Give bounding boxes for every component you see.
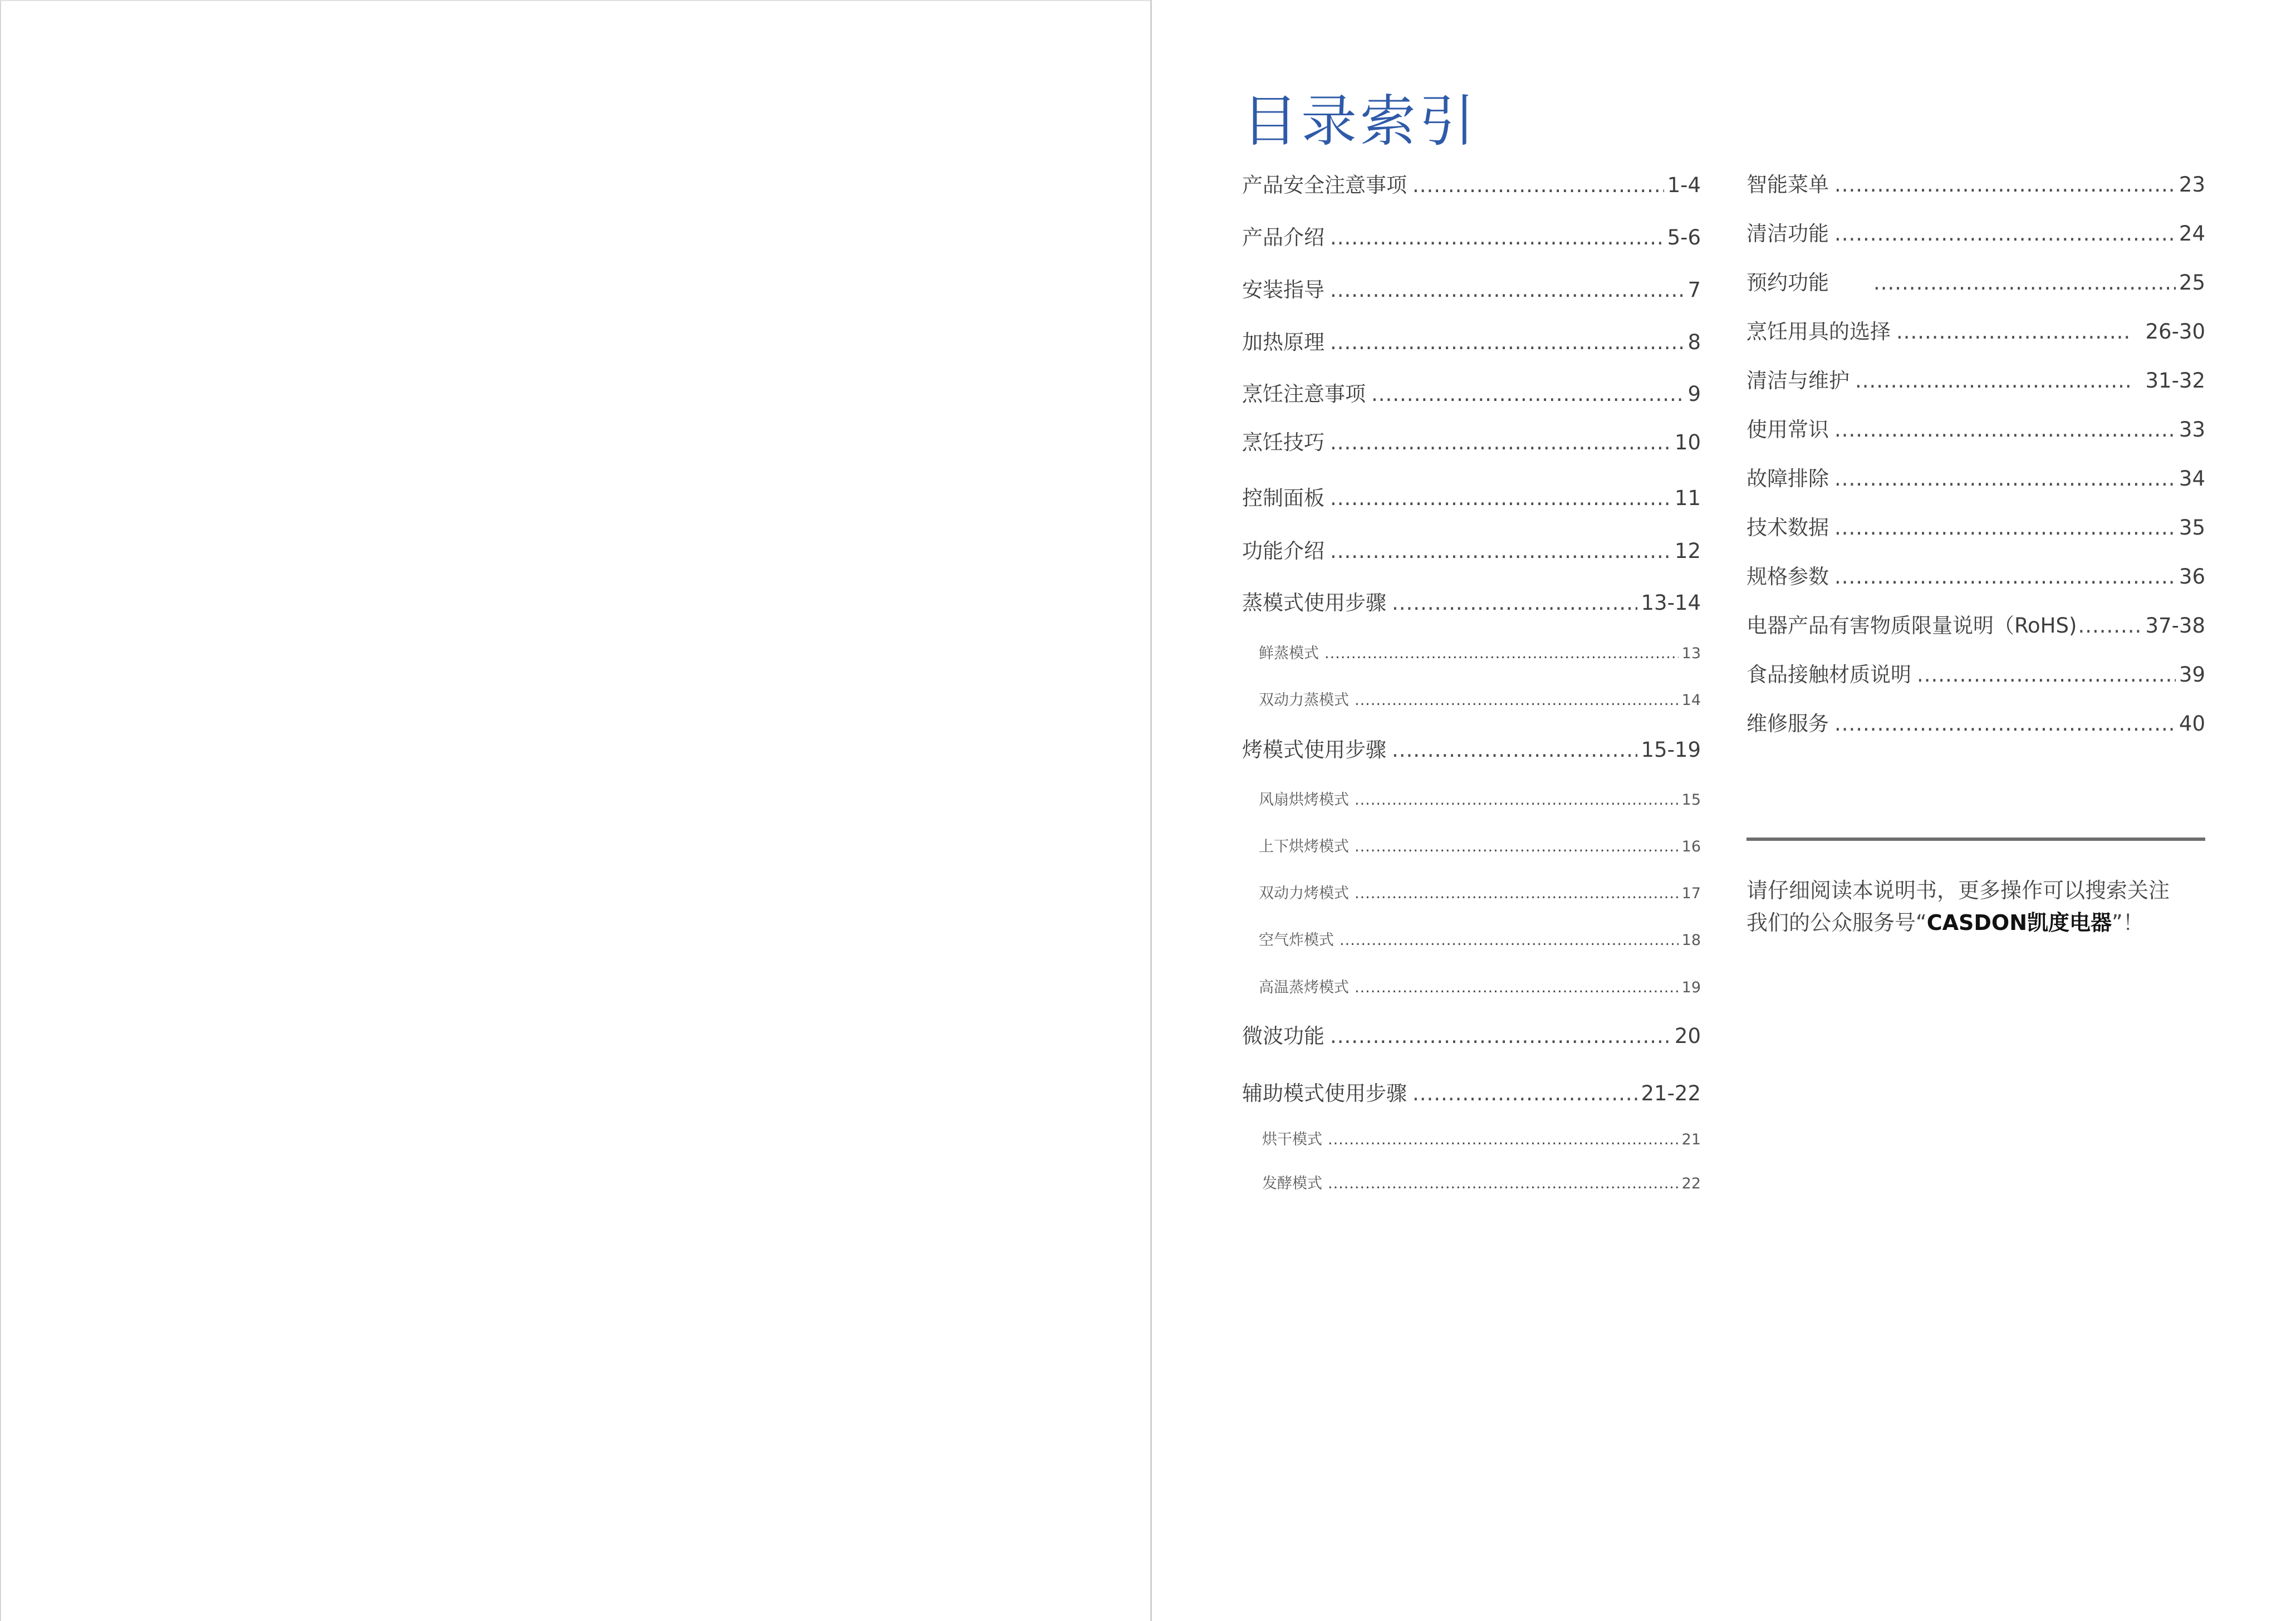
leader-dots xyxy=(1834,416,2176,444)
toc-entry-label: 食品接触材质说明 xyxy=(1746,663,1911,687)
toc-entry-page: 37-38 xyxy=(2145,614,2205,638)
leader-dots xyxy=(1330,276,1684,304)
leader-dots xyxy=(1328,1129,1679,1151)
toc-entry-label: 双动力蒸模式 xyxy=(1259,692,1349,709)
toc-entry[interactable] xyxy=(1242,224,1701,252)
toc-entry-label: 空气炸模式 xyxy=(1259,932,1334,949)
toc-entry-page: 26-30 xyxy=(2145,320,2205,344)
leader-dots xyxy=(1355,977,1679,999)
reading-note xyxy=(1746,874,2225,939)
toc-entry[interactable] xyxy=(1746,612,2205,640)
toc-entry-page: 9 xyxy=(1687,382,1701,406)
toc-entry-page: 39 xyxy=(2179,663,2205,687)
leader-dots xyxy=(2078,612,2142,640)
toc-entry-page: 35 xyxy=(2179,516,2205,540)
toc-entry-label: 清洁功能 xyxy=(1746,222,1829,246)
toc-entry-page: 15-19 xyxy=(1641,738,1701,762)
leader-dots xyxy=(1340,929,1679,952)
toc-entry-label: 清洁与维护 xyxy=(1746,369,1849,393)
toc-entry-page: 36 xyxy=(2179,565,2205,589)
leader-dots xyxy=(1330,329,1684,356)
toc-entry[interactable] xyxy=(1746,367,2205,395)
toc-entry[interactable] xyxy=(1242,429,1701,457)
toc-entry-page: 7 xyxy=(1687,278,1701,302)
leader-dots xyxy=(1371,380,1684,408)
toc-entry-page: 15 xyxy=(1681,791,1701,809)
toc-entry[interactable] xyxy=(1242,589,1701,617)
toc-subentry[interactable] xyxy=(1242,929,1701,952)
toc-entry[interactable] xyxy=(1242,736,1701,764)
toc-entry-label: 控制面板 xyxy=(1242,486,1324,510)
toc-entry[interactable] xyxy=(1746,269,2205,297)
leader-dots xyxy=(1834,514,2176,542)
toc-entry-label: 规格参数 xyxy=(1746,565,1829,589)
toc-entry-page: 24 xyxy=(2179,222,2205,246)
toc-entry[interactable] xyxy=(1746,661,2205,689)
toc-entry-label: 产品介绍 xyxy=(1242,226,1324,249)
toc-entry-page: 21-22 xyxy=(1641,1081,1701,1105)
toc-subentry[interactable] xyxy=(1242,789,1701,811)
leader-dots xyxy=(1834,465,2176,493)
toc-entry-label: 烤模式使用步骤 xyxy=(1242,738,1386,762)
toc-entry-page: 13-14 xyxy=(1641,591,1701,615)
note-line-2 xyxy=(1746,907,2225,939)
toc-entry-label: 烹饪用具的选择 xyxy=(1746,320,1891,344)
toc-entry-page: 5-6 xyxy=(1667,226,1701,249)
toc-entry-page: 31-32 xyxy=(2145,369,2205,393)
toc-entry[interactable] xyxy=(1242,172,1701,199)
toc-entry-label: 加热原理 xyxy=(1242,330,1324,354)
toc-entry-label: 发酵模式 xyxy=(1262,1175,1322,1192)
leader-dots xyxy=(1330,429,1671,457)
note-line-2-prefix: 我们的公众服务号“ xyxy=(1746,910,1927,935)
toc-entry-label: 辅助模式使用步骤 xyxy=(1242,1081,1407,1105)
toc-entry-label: 微波功能 xyxy=(1242,1024,1324,1048)
toc-subentry[interactable] xyxy=(1242,689,1701,712)
toc-entry-page: 14 xyxy=(1681,692,1701,709)
toc-entry-page: 34 xyxy=(2179,467,2205,491)
leader-dots xyxy=(1834,710,2176,738)
toc-entry-page: 33 xyxy=(2179,418,2205,442)
toc-entry-label: 功能介绍 xyxy=(1242,539,1324,563)
toc-entry-page: 18 xyxy=(1681,932,1701,949)
toc-title: 目录索引 xyxy=(1242,89,1478,154)
leader-dots xyxy=(1834,563,2176,591)
toc-entry-label: 烹饪技巧 xyxy=(1242,430,1324,454)
toc-entry-label: 技术数据 xyxy=(1746,516,1829,540)
toc-entry-label: 维修服务 xyxy=(1746,712,1829,736)
toc-entry-label: 高温蒸烤模式 xyxy=(1259,979,1349,996)
toc-entry-label: 烘干模式 xyxy=(1262,1131,1322,1148)
toc-entry[interactable] xyxy=(1242,329,1701,356)
toc-entry-page: 13 xyxy=(1681,645,1701,662)
toc-entry[interactable] xyxy=(1242,276,1701,304)
toc-entry[interactable] xyxy=(1746,514,2205,542)
toc-entry-page: 16 xyxy=(1681,838,1701,855)
toc-entry-page: 23 xyxy=(2179,173,2205,197)
toc-entry-label: 双动力烤模式 xyxy=(1259,885,1349,902)
toc-entry-label: 风扇烘烤模式 xyxy=(1259,791,1349,809)
toc-subentry[interactable] xyxy=(1242,836,1701,858)
leader-dots xyxy=(1355,789,1679,811)
toc-entry-page: 25 xyxy=(2179,271,2205,295)
leader-dots xyxy=(1328,1173,1679,1195)
toc-entry[interactable] xyxy=(1746,220,2205,248)
toc-entry[interactable] xyxy=(1746,318,2205,346)
toc-entry[interactable] xyxy=(1242,380,1701,408)
toc-subentry[interactable] xyxy=(1242,883,1701,905)
toc-entry-label: 使用常识 xyxy=(1746,418,1829,442)
toc-entry[interactable] xyxy=(1746,710,2205,738)
toc-subentry[interactable] xyxy=(1245,1129,1701,1151)
toc-entry[interactable] xyxy=(1746,171,2205,199)
toc-entry-page: 11 xyxy=(1674,486,1701,510)
leader-dots xyxy=(1324,643,1679,665)
toc-entry-label: 蒸模式使用步骤 xyxy=(1242,591,1386,615)
toc-entry-page: 8 xyxy=(1687,330,1701,354)
toc-entry-label: 产品安全注意事项 xyxy=(1242,173,1407,197)
toc-entry-label: 故障排除 xyxy=(1746,467,1829,491)
leader-dots xyxy=(1392,589,1637,617)
toc-entry[interactable] xyxy=(1242,1080,1701,1108)
leader-dots xyxy=(1392,736,1637,764)
toc-entry-page: 21 xyxy=(1681,1131,1701,1148)
leader-dots xyxy=(1330,537,1671,565)
toc-entry-page: 19 xyxy=(1681,979,1701,996)
toc-subentry[interactable] xyxy=(1242,643,1701,665)
toc-entry[interactable] xyxy=(1242,484,1701,512)
toc-entry-label: 烹饪注意事项 xyxy=(1242,382,1366,406)
brand-name: CASDON凯度电器 xyxy=(1926,910,2112,935)
toc-entry[interactable] xyxy=(1242,1022,1701,1050)
leader-dots xyxy=(1355,836,1679,858)
toc-subentry[interactable] xyxy=(1245,1173,1701,1195)
toc-entry-page: 1-4 xyxy=(1667,173,1701,197)
toc-entry-page: 10 xyxy=(1674,430,1701,454)
leader-dots xyxy=(1896,318,2133,346)
leader-dots xyxy=(1412,1080,1637,1108)
toc-entry-label: 鲜蒸模式 xyxy=(1259,645,1319,662)
toc-entry-page: 17 xyxy=(1681,885,1701,902)
leader-dots xyxy=(1834,171,2176,199)
leader-dots xyxy=(1330,224,1664,252)
note-line-1: 请仔细阅读本说明书，更多操作可以搜索关注 xyxy=(1746,878,2170,903)
toc-entry-page: 12 xyxy=(1674,539,1701,563)
toc-entry[interactable] xyxy=(1746,416,2205,444)
leader-dots xyxy=(1855,367,2133,395)
leader-dots xyxy=(1873,269,2176,297)
toc-subentry[interactable] xyxy=(1242,977,1701,999)
toc-entry-label: 预约功能 xyxy=(1746,271,1829,295)
toc-entry-page: 22 xyxy=(1681,1175,1701,1192)
leader-dots xyxy=(1355,883,1679,905)
leader-dots xyxy=(1330,1022,1671,1050)
toc-entry-page: 20 xyxy=(1674,1024,1701,1048)
leader-dots xyxy=(1917,661,2176,689)
leader-dots xyxy=(1834,220,2176,248)
toc-entry-label: 电器产品有害物质限量说明（RoHS) xyxy=(1746,614,2077,638)
toc-entry-page: 40 xyxy=(2179,712,2205,736)
toc-entry-label: 安装指导 xyxy=(1242,278,1324,302)
toc-entry-label: 上下烘烤模式 xyxy=(1259,838,1349,855)
leader-dots xyxy=(1355,689,1679,712)
toc-entry[interactable] xyxy=(1242,537,1701,565)
leader-dots xyxy=(1330,484,1671,512)
toc-entry-label: 智能菜单 xyxy=(1746,173,1829,197)
section-divider xyxy=(1746,838,2205,841)
toc-entry[interactable] xyxy=(1746,465,2205,493)
toc-entry[interactable] xyxy=(1746,563,2205,591)
note-line-2-suffix: ”！ xyxy=(2112,910,2144,935)
leader-dots xyxy=(1412,172,1664,199)
